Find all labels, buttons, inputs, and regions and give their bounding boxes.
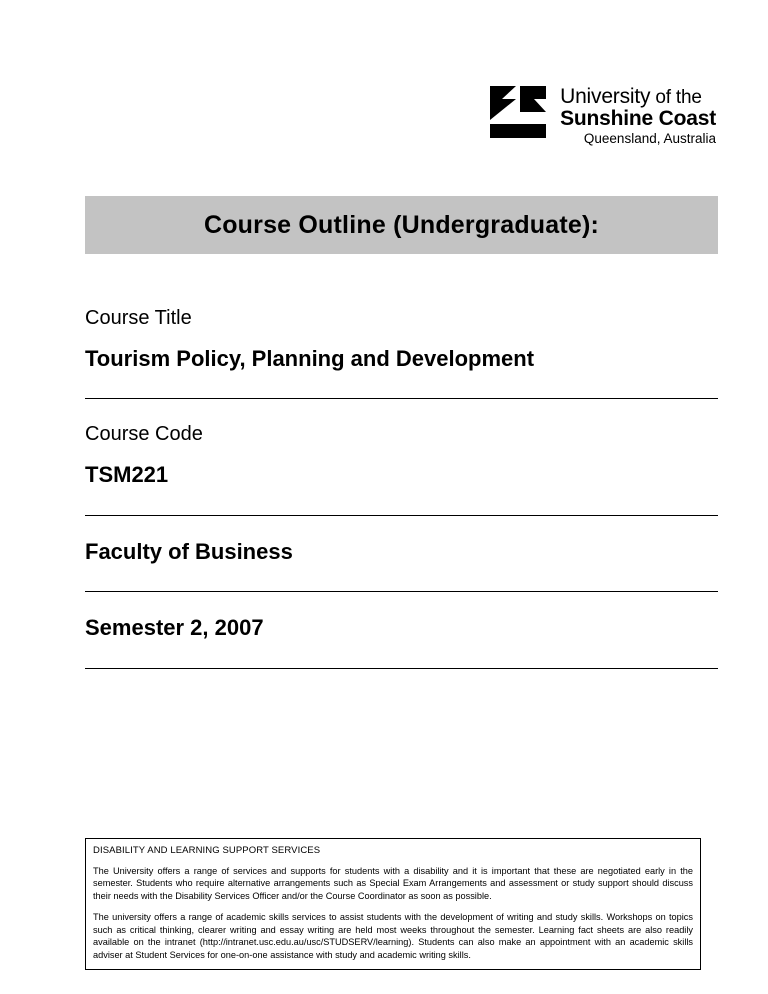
course-title-label: Course Title — [85, 307, 192, 329]
course-code-value: TSM221 — [85, 462, 169, 488]
university-logo — [490, 86, 716, 146]
usc-logo-mark-icon — [490, 86, 552, 140]
semester-name: Semester 2, 2007 — [85, 615, 264, 641]
course-code-label: Course Code — [85, 423, 203, 446]
disability-support-box — [85, 838, 701, 970]
logo-line-university — [560, 86, 716, 108]
faculty-name: Faculty of Business — [85, 538, 293, 564]
university-logo-text — [560, 86, 716, 146]
divider — [85, 591, 718, 592]
logo-word-university: University — [560, 85, 651, 108]
logo-line-sunshine-coast: Sunshine Coast — [560, 106, 716, 130]
course-title-value: Tourism Policy, Planning and Development — [85, 346, 535, 371]
course-details — [85, 306, 718, 692]
logo-line-location: Queensland, Australia — [583, 130, 716, 146]
divider — [85, 668, 718, 669]
disability-support-paragraph-2: The university offers a range of academic skills services to assist students with the development of writing and study skills. Workshops on topics such as critical thinking, clearer writing and essay writing are held most weeks throughout the semester. Learning fact sheets are also readily available on the intranet (http://intranet.usc.edu.au/usc/STUDSERV/learning). Students can also make an appointment with an academic skills adviser at Student Services for one-on-one assistance with study and academic writing skills. — [93, 912, 693, 960]
page-title: Course Outline (Undergraduate): — [203, 210, 600, 239]
divider — [85, 398, 718, 399]
disability-support-paragraph-1: The University offers a range of services and supports for students with a disability and it is important that these are negotiated early in the semester. Students who require alternative arrangements such as Special Exam Arrangements and assessment or study support should discuss their needs with the Disability Services Officer and/or the Course Coordinator as soon as possible. — [93, 866, 693, 901]
divider — [85, 515, 718, 516]
disability-support-heading: DISABILITY AND LEARNING SUPPORT SERVICES — [93, 845, 321, 856]
course-outline-banner — [85, 196, 718, 254]
logo-word-ofthe: of the — [650, 87, 702, 108]
